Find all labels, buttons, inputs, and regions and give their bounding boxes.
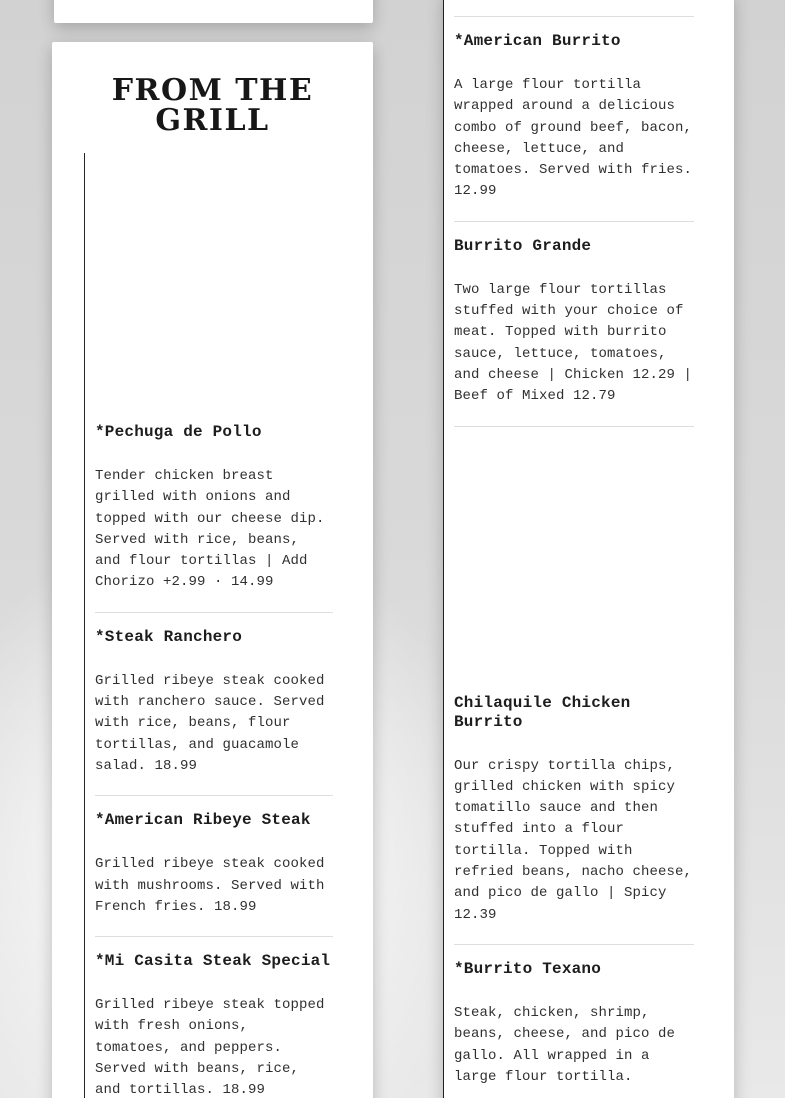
menu-item-mi-casita-steak-special [95,952,333,1098]
item-name: Burrito Grande [454,236,592,255]
top-partial-card [54,0,373,23]
item-name: *American Burrito [454,32,621,50]
menu-item-pechuga-de-pollo [95,423,333,594]
menu-item-chilaquile-chicken-burrito [454,694,694,926]
item-description: Grilled ribeye steak cooked with ranchero sauce. Served with rice, beans, flour tortillas, and guacamole salad. 18.99 [95,672,325,774]
image-placeholder [454,441,694,694]
item-description: Tender chicken breast grilled with onions and topped with our cheese dip. Served with rice, beans, and flour tortillas | Add Chorizo +2.99 · 14.99 [95,468,325,591]
item-description: A large flour tortilla wrapped around a delicious combo of ground beef, bacon, cheese, lettuce, and tomatoes. Served with fries. 12.99 [454,77,693,200]
divider [454,426,694,427]
right-section-content [444,0,694,1088]
item-name: *Burrito Texano [454,959,602,978]
left-section-rule [84,153,333,1098]
divider [95,795,333,796]
item-description: Our crispy tortilla chips, grilled chicken with spicy tomatillo sauce and then stuffed into a flour tortilla. Topped with refried beans, nacho cheese, and pico de gallo | Spicy 12.39 [454,757,693,923]
item-name: *American Ribeye Steak [95,811,311,830]
item-description: Two large flour tortillas stuffed with your choice of meat. Topped with burrito sauce, lettuce, tomatoes, and cheese | Chicken 12.29 | Beef of Mixed 12.79 [454,281,693,405]
divider [454,944,694,945]
menu-item-steak-ranchero [95,628,333,777]
menu-item-american-burrito [454,32,694,203]
item-name: Chilaquile Chicken Burrito [454,693,631,731]
image-placeholder [95,153,333,408]
from-the-grill-card [52,42,373,1098]
cut-off-item-remainder [454,0,694,16]
divider [454,221,694,222]
divider [95,612,333,613]
section-title: FROM THE GRILL [111,73,314,138]
item-name: *Steak Ranchero [95,627,243,646]
item-description: Grilled ribeye steak topped with fresh onions, tomatoes, and peppers. Served with beans, rice, and tortillas. 18.99 [95,997,325,1098]
divider [454,16,694,17]
menu-item-burrito-grande [454,237,694,408]
item-name: *Pechuga de Pollo [95,423,262,441]
item-description: Grilled ribeye steak cooked with mushrooms. Served with French fries. 18.99 [95,856,325,915]
burritos-card [443,0,734,1098]
menu-item-burrito-texano [454,960,694,1088]
item-name: *Mi Casita Steak Special [95,952,331,971]
divider [95,936,333,937]
item-description: Steak, chicken, shrimp, beans, cheese, and pico de gallo. All wrapped in a large flour tortilla. [454,1004,676,1085]
menu-item-american-ribeye-steak [95,811,333,918]
